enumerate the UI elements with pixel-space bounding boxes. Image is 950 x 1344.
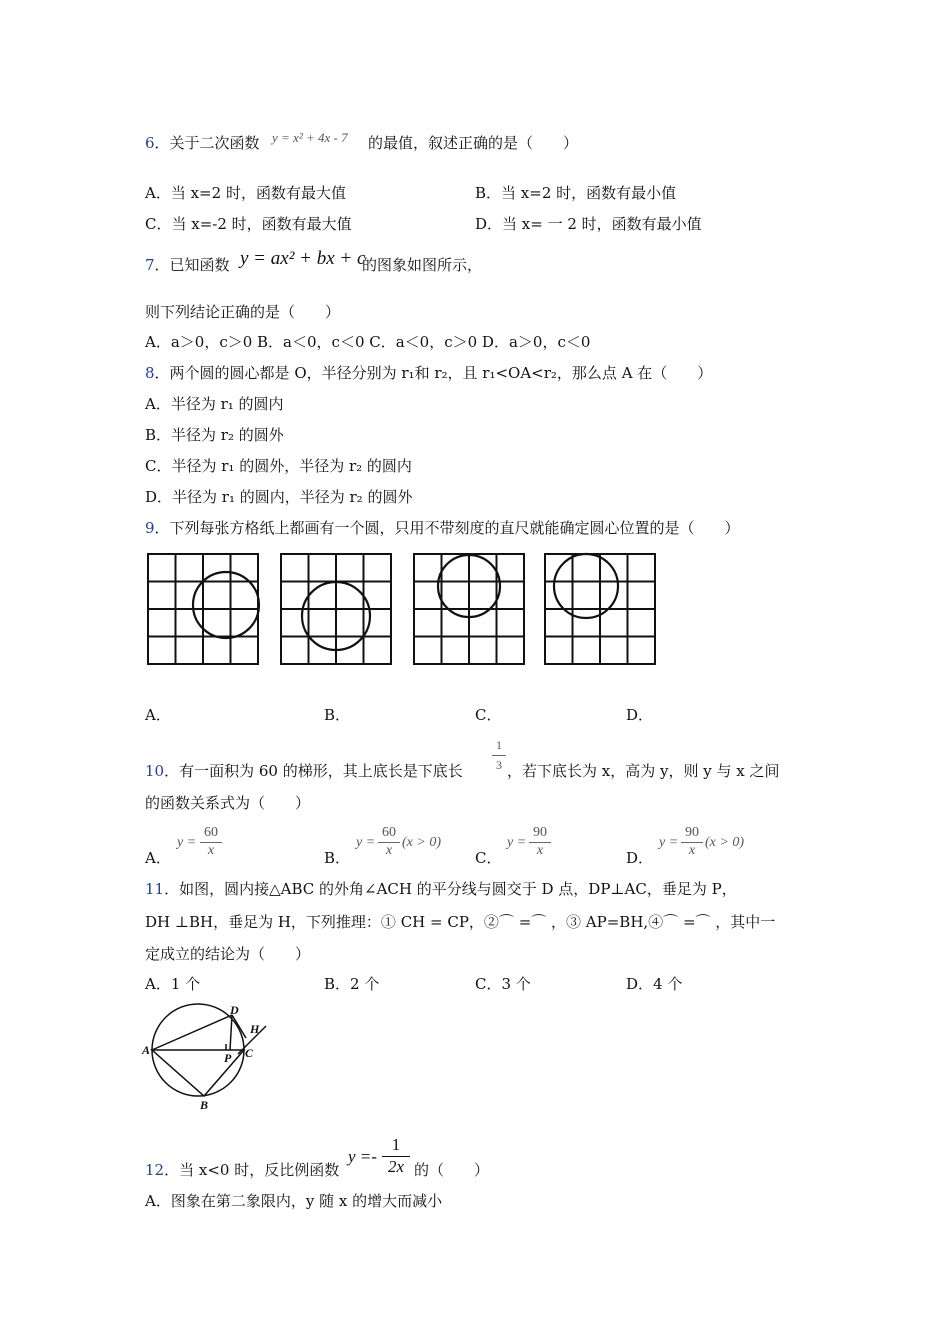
q6-option-a: A．当 x=2 时，函数有最大值 bbox=[145, 184, 346, 202]
q10-label-c: C． bbox=[475, 849, 502, 867]
q10-d-fraction bbox=[681, 825, 703, 859]
q11-label-a: A bbox=[142, 1043, 151, 1057]
q10-stem-text1: ．有一面积为 60 的梯形，其上底长是下底长 bbox=[164, 762, 463, 780]
q12-number: 12 bbox=[145, 1161, 165, 1179]
q8-option-b: B．半径为 r₂ 的圆外 bbox=[145, 426, 284, 444]
q10-d-condition: (x > 0) bbox=[705, 835, 744, 850]
q9-grid-c bbox=[414, 554, 524, 664]
q6-stem bbox=[145, 136, 260, 151]
q10-label-b: B． bbox=[324, 849, 351, 867]
q6-stem-pre: ．关于二次函数 bbox=[154, 134, 260, 152]
q11-label-h: H bbox=[250, 1022, 260, 1036]
q10-b-numerator: 60 bbox=[382, 825, 396, 840]
q11-option-a: A．1 个 bbox=[145, 975, 201, 993]
q7-number: 7 bbox=[145, 256, 155, 274]
q12-stem-pre: ．当 x<0 时，反比例函数 bbox=[164, 1161, 340, 1179]
q9-stem bbox=[145, 521, 740, 536]
q9-grid-figures bbox=[0, 548, 950, 668]
q10-b-denominator: x bbox=[378, 842, 400, 859]
q10-fraction bbox=[492, 738, 506, 773]
q8-option-a: A．半径为 r₁ 的圆内 bbox=[145, 395, 284, 413]
q6-number: 6 bbox=[145, 134, 155, 152]
q8-stem bbox=[145, 366, 712, 381]
q11-label-p: P bbox=[224, 1051, 232, 1065]
q7-formula: y = ax² + bx + c bbox=[240, 248, 366, 269]
q10-label-a: A． bbox=[145, 849, 171, 867]
q10-c-y: y = bbox=[507, 835, 527, 850]
q6-formula: y = x² + 4x - 7 bbox=[272, 130, 348, 145]
q10-stem-line2: 的函数关系式为（ ） bbox=[145, 794, 311, 812]
q10-number: 10 bbox=[145, 762, 165, 780]
q8-number: 8 bbox=[145, 364, 155, 382]
q11-label-b: B bbox=[200, 1098, 209, 1112]
q7-options: A．a＞0，c＞0 B．a＜0，c＜0 C．a＜0，c＞0 D．a＞0，c＜0 bbox=[145, 333, 591, 351]
q7-stem bbox=[145, 258, 230, 273]
q8-stem-text: ．两个圆的圆心都是 O，半径分别为 r₁和 r₂，且 r₁<OA<r₂，那么点 A 在（ ） bbox=[154, 364, 713, 382]
q11-option-d: D．4 个 bbox=[626, 975, 683, 993]
q11-stem-line1 bbox=[145, 882, 737, 897]
q7-stem-pre: ．已知函数 bbox=[154, 256, 230, 274]
q10-d-numerator: 90 bbox=[685, 825, 699, 840]
q10-d-denominator: x bbox=[681, 842, 703, 859]
q11-stem-line3: 定成立的结论为（ ） bbox=[145, 945, 311, 963]
q12-option-a: A．图象在第二象限内，y 随 x 的增大而减小 bbox=[145, 1192, 443, 1210]
q10-b-y: y = bbox=[356, 835, 376, 850]
q6-option-b: B．当 x=2 时，函数有最小值 bbox=[475, 184, 677, 202]
q11-stem-text1: ．如图，圆内接△ABC 的外角∠ACH 的平分线与圆交于 D 点，DP⊥AC，垂足为 P， bbox=[164, 880, 737, 898]
q9-grid-d bbox=[545, 554, 655, 664]
q12-fraction-denominator: 2x bbox=[382, 1156, 410, 1177]
q12-stem-post: 的（ ） bbox=[414, 1161, 490, 1179]
q10-stem bbox=[145, 764, 463, 779]
q12-fraction-numerator: 1 bbox=[391, 1135, 401, 1154]
q9-label-a: A． bbox=[145, 706, 171, 724]
q10-b-fraction bbox=[378, 825, 400, 859]
q10-label-d: D． bbox=[626, 849, 654, 867]
q8-option-d: D．半径为 r₁ 的圆内，半径为 r₂ 的圆外 bbox=[145, 488, 413, 506]
q9-label-d: D． bbox=[626, 706, 654, 724]
q9-stem-text: ．下列每张方格纸上都画有一个圆，只用不带刻度的直尺就能确定圆心位置的是（ ） bbox=[154, 519, 740, 537]
q10-a-y: y = bbox=[177, 835, 197, 850]
q7-stem-post: 的图象如图所示， bbox=[362, 256, 483, 274]
q9-grid-b bbox=[281, 554, 391, 664]
q11-circle-figure bbox=[142, 1002, 282, 1112]
q10-c-numerator: 90 bbox=[533, 825, 547, 840]
q11-option-b: B．2 个 bbox=[324, 975, 380, 993]
q12-stem bbox=[145, 1163, 339, 1178]
q6-option-c: C．当 x=-2 时，函数有最大值 bbox=[145, 215, 352, 233]
q10-c-denominator: x bbox=[529, 842, 551, 859]
q10-d-y: y = bbox=[659, 835, 679, 850]
q10-fraction-numerator: 1 bbox=[496, 738, 502, 752]
q10-a-fraction bbox=[200, 825, 222, 859]
q11-label-c: C bbox=[245, 1046, 254, 1060]
q12-fraction bbox=[382, 1135, 410, 1177]
q7-stem-line2: 则下列结论正确的是（ ） bbox=[145, 303, 341, 321]
q9-number: 9 bbox=[145, 519, 155, 537]
q10-fraction-denominator: 3 bbox=[492, 755, 506, 773]
q10-a-numerator: 60 bbox=[204, 825, 218, 840]
q9-grid-a bbox=[148, 554, 259, 664]
q12-y: y =- bbox=[348, 1147, 377, 1166]
q9-label-b: B． bbox=[324, 706, 351, 724]
q10-c-fraction bbox=[529, 825, 551, 859]
q11-label-d: D bbox=[230, 1003, 239, 1017]
q10-b-condition: (x > 0) bbox=[402, 835, 441, 850]
q10-stem-text2: ，若下底长为 x，高为 y，则 y 与 x 之间 bbox=[507, 762, 780, 780]
q6-stem-post: 的最值，叙述正确的是（ ） bbox=[368, 134, 579, 152]
q11-number: 11 bbox=[145, 880, 165, 898]
q6-option-d: D．当 x= 一 2 时，函数有最小值 bbox=[475, 215, 702, 233]
q11-stem-line2: DH ⊥BH，垂足为 H，下列推理：① CH = CP，②⌒ =⌒ ，③ AP=BH,④⌒ =⌒ ，其中一 bbox=[145, 913, 776, 931]
q8-option-c: C．半径为 r₁ 的圆外，半径为 r₂ 的圆内 bbox=[145, 457, 412, 475]
q9-label-c: C． bbox=[475, 706, 502, 724]
q11-option-c: C．3 个 bbox=[475, 975, 531, 993]
q10-a-denominator: x bbox=[200, 842, 222, 859]
